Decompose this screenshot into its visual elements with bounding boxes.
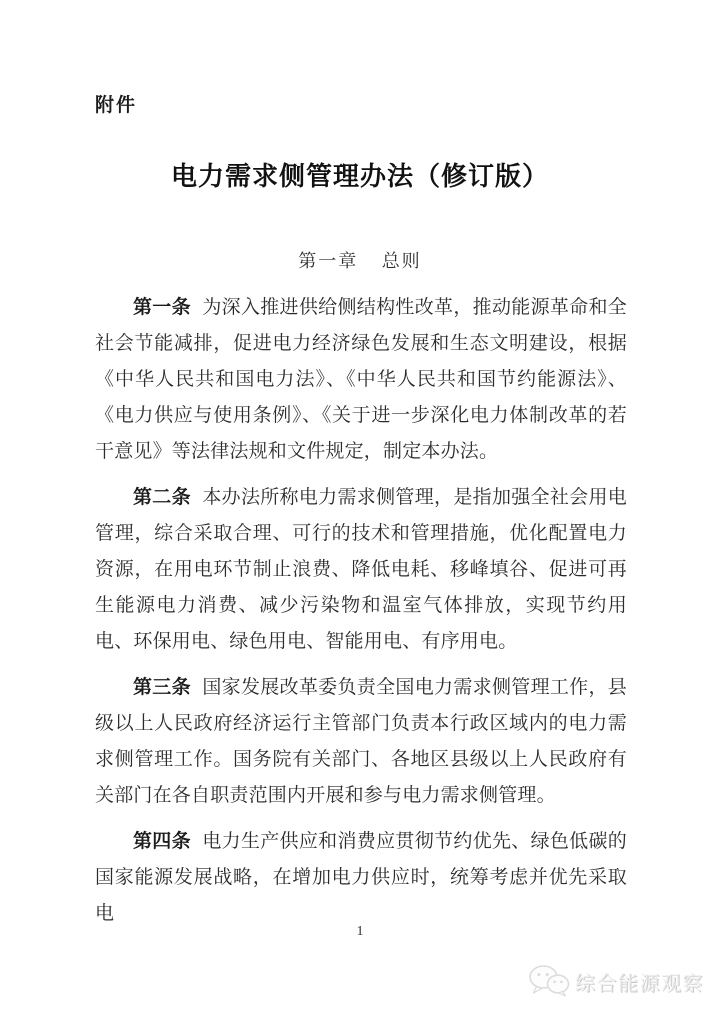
- wechat-icon: [528, 964, 570, 998]
- article-paragraph-4: [95, 824, 627, 932]
- article-text-3: 国家发展改革委负责全国电力需求侧管理工作，县级以上人民政府经济运行主管部门负责本行政区域内的电力需求侧管理工作。国务院有关部门、各地区县级以上人民政府有关部门在各自职责范围内开展和参与电力需求侧管理。: [95, 677, 627, 806]
- document-body: [95, 290, 627, 942]
- article-text-2: 本办法所称电力需求侧管理，是指加强全社会用电管理，综合采取合理、可行的技术和管理措施，优化配置电力资源，在用电环节制止浪费、降低电耗、移峰填谷、促进可再生能源电力消费、减少污染物和温室气体排放，实现节约用电、环保用电、绿色用电、智能用电、有序用电。: [95, 487, 627, 652]
- watermark: [528, 964, 704, 998]
- page-number: 1: [356, 924, 364, 939]
- document-title: 电力需求侧管理办法（修订版）: [170, 162, 549, 191]
- article-number-2: 第二条: [133, 487, 191, 508]
- article-text-1: 为深入推进供给侧结构性改革，推动能源革命和全社会节能减排，促进电力经济绿色发展和生态文明建设，根据《中华人民共和国电力法》、《中华人民共和国节约能源法》、《电力供应与使用条例》、《关于进一步深化电力体制改革的若干意见》等法律法规和文件规定，制定本办法。: [95, 297, 627, 462]
- article-number-1: 第一条: [133, 297, 191, 318]
- attachment-label: 附件: [95, 95, 138, 116]
- chapter-number: 第一章: [298, 251, 359, 271]
- article-number-4: 第四条: [133, 831, 191, 852]
- article-text-4: 电力生产供应和消费应贯彻节约优先、绿色低碳的国家能源发展战略，在增加电力供应时，统筹考虑并优先采取电: [95, 831, 627, 924]
- watermark-text: 综合能源观察: [575, 972, 704, 995]
- article-paragraph-3: [95, 670, 627, 814]
- article-number-3: 第三条: [133, 677, 191, 698]
- article-paragraph-1: [95, 290, 627, 470]
- chapter-name: 总则: [381, 251, 422, 271]
- chapter-heading: [0, 247, 720, 273]
- article-paragraph-2: [95, 480, 627, 660]
